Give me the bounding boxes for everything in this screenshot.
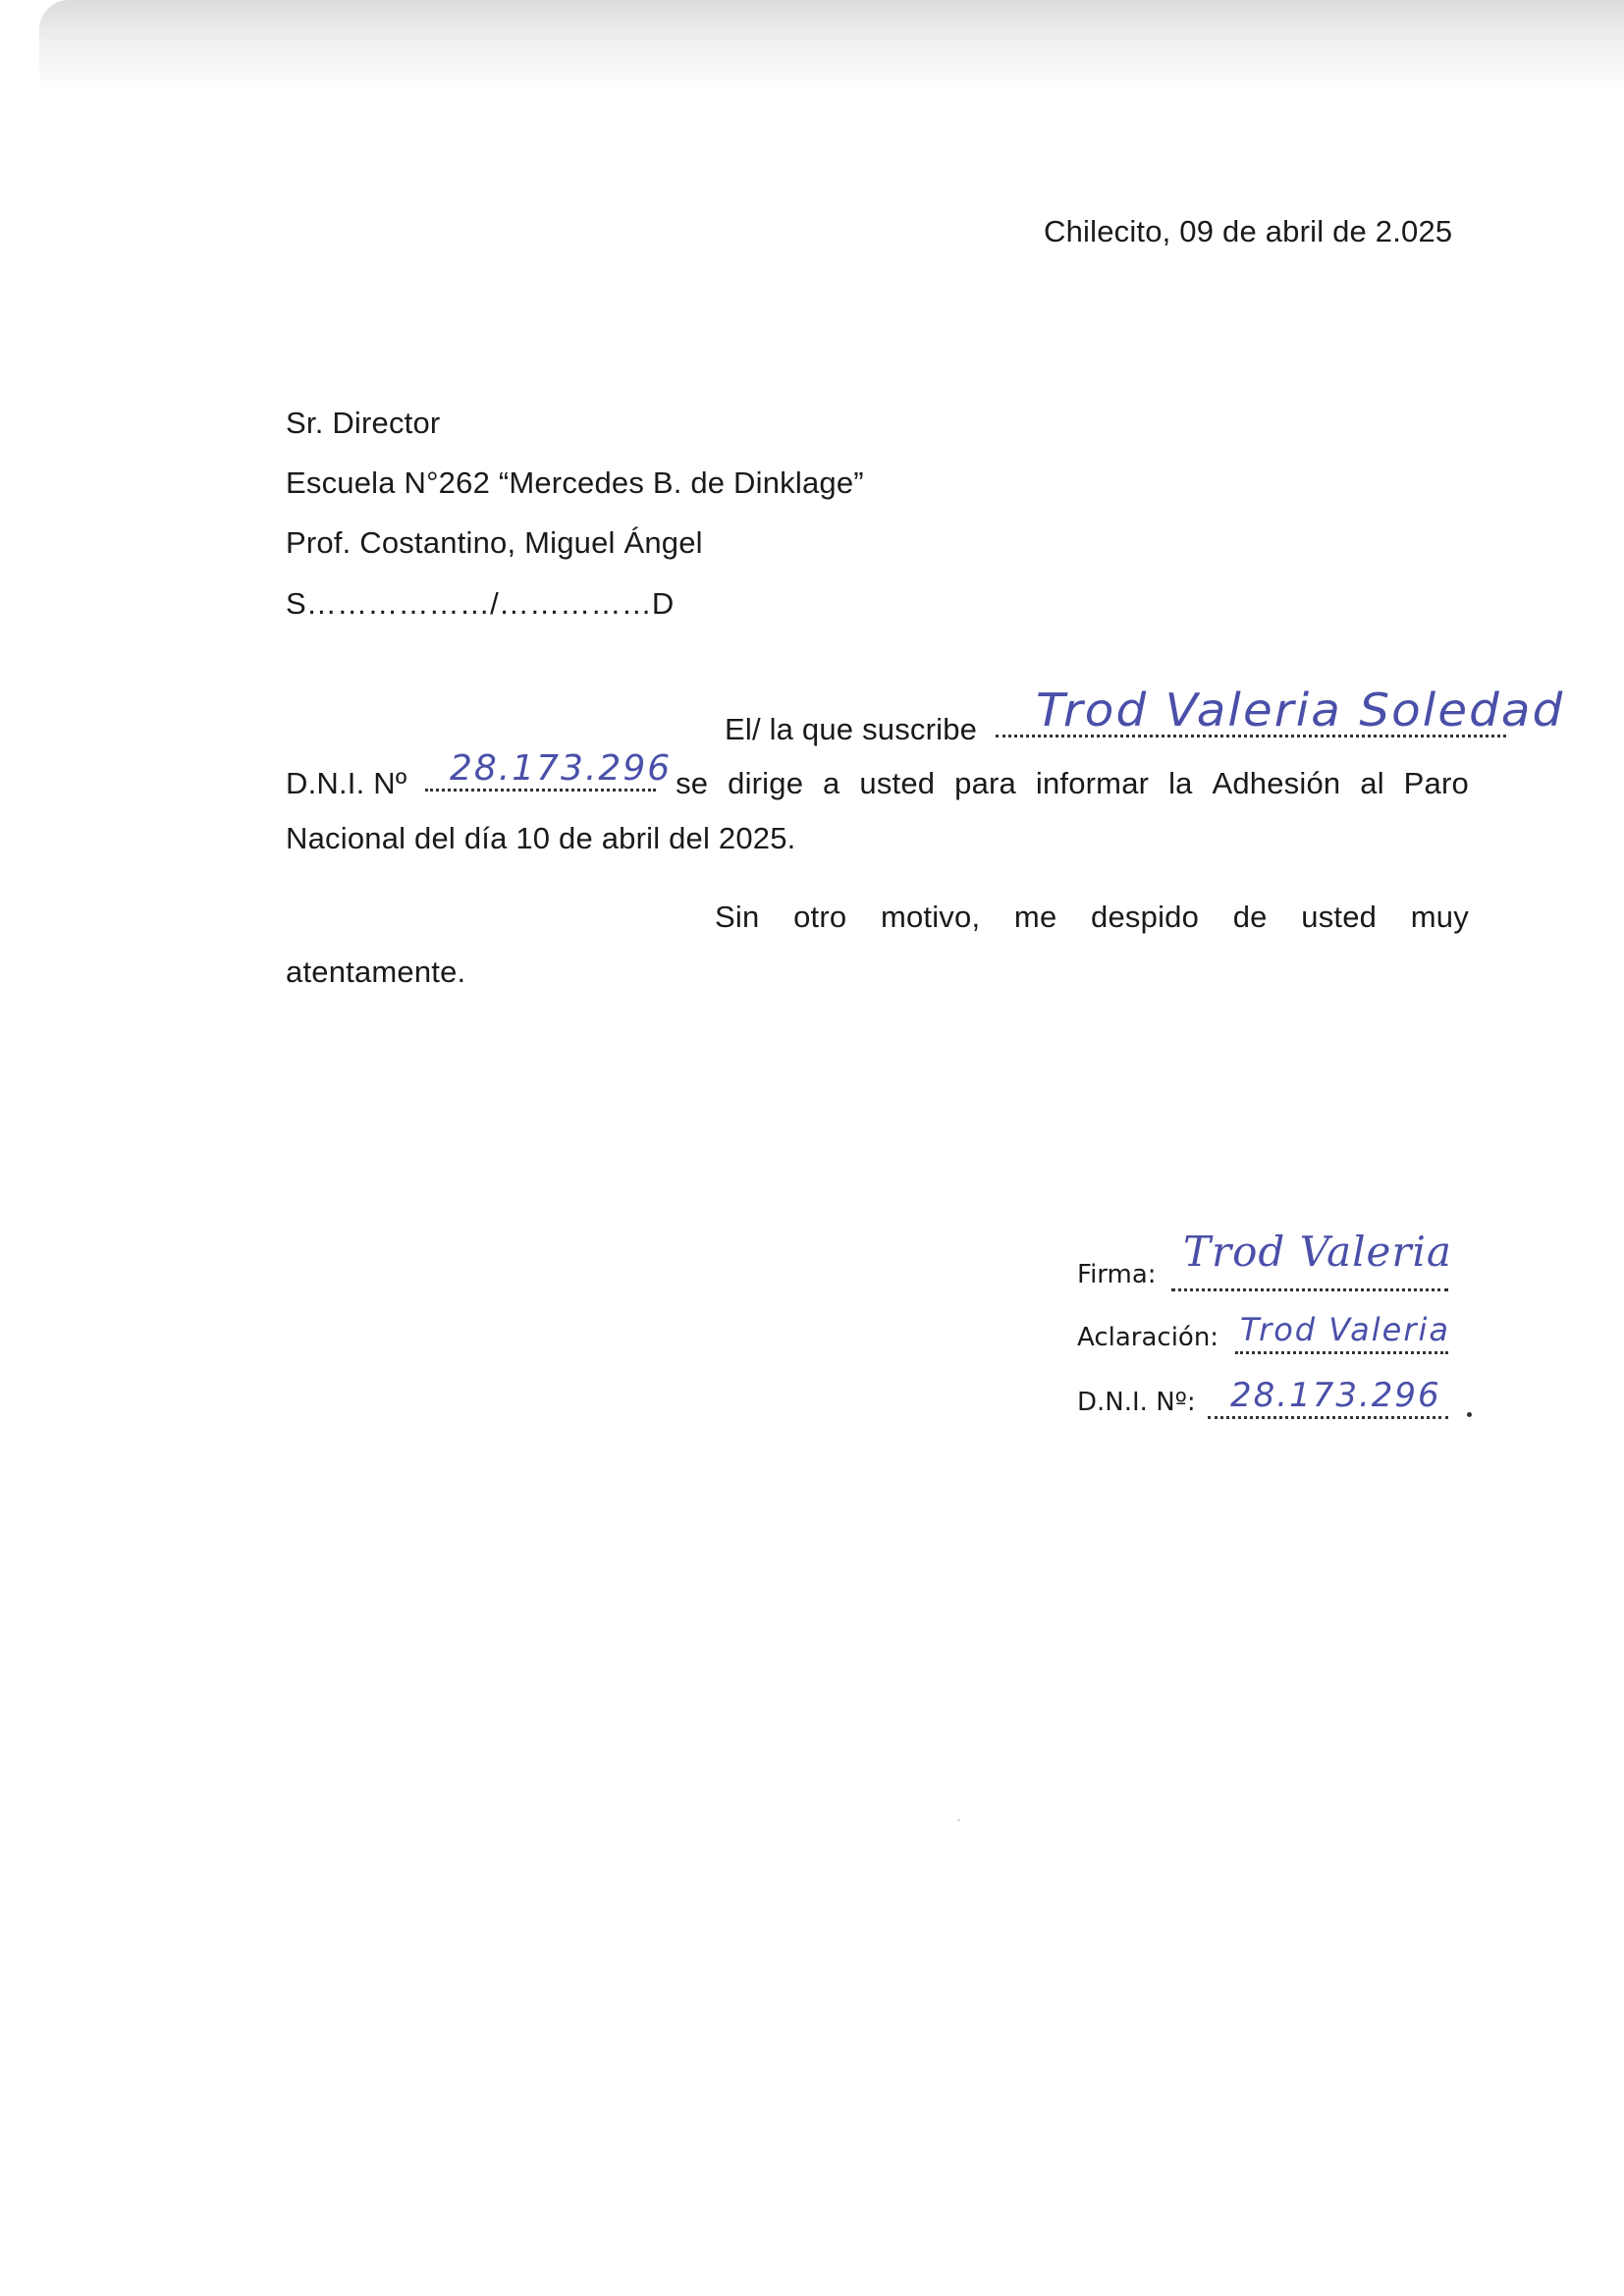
signature-dni-label: D.N.I. Nº:: [1077, 1388, 1196, 1417]
recipient-title: Sr. Director: [286, 406, 441, 440]
closing-word-5: de: [1232, 900, 1268, 934]
recipient-sd: S………………/……………D: [286, 586, 675, 621]
dni-word-5: informar: [1035, 766, 1150, 800]
closing-line: [715, 899, 1469, 936]
dni-word-7: Adhesión: [1212, 766, 1341, 800]
closing-word-1: otro: [793, 900, 847, 934]
dni-word-0: se: [676, 766, 709, 800]
aclaracion-dots: [1235, 1351, 1448, 1354]
closing-word-2: motivo,: [880, 900, 981, 934]
dni-word-3: usted: [859, 766, 936, 800]
scan-shadow: [39, 0, 1624, 93]
dni-word-4: para: [954, 766, 1016, 800]
dni-word-1: dirige: [728, 766, 804, 800]
recipient-name: Prof. Costantino, Miguel Ángel: [286, 525, 703, 560]
handwritten-subscriber-name: Trod Valeria Soledad: [1036, 683, 1565, 737]
dni-word-2: a: [823, 766, 840, 800]
signature-dni-end-dot: [1467, 1412, 1472, 1417]
firma-dots: [1171, 1288, 1448, 1291]
scan-speck: [957, 1819, 960, 1822]
firma-label: Firma:: [1077, 1260, 1157, 1289]
closing-end: atentamente.: [286, 955, 466, 989]
body-line-3: Nacional del día 10 de abril del 2025.: [286, 821, 796, 855]
closing-word-0: Sin: [715, 900, 760, 934]
dni-word-9: Paro: [1403, 766, 1469, 800]
handwritten-dni: 28.173.296: [450, 748, 673, 789]
signature-dni-dots: [1208, 1416, 1448, 1419]
closing-word-6: usted: [1301, 900, 1378, 934]
dni-label: D.N.I. Nº: [286, 765, 656, 802]
dni-dots: [425, 789, 656, 792]
subscriber-label: El/ la que suscribe: [725, 712, 978, 746]
closing-word-7: muy: [1410, 900, 1469, 934]
handwritten-aclaracion: Trod Valeria: [1240, 1311, 1450, 1348]
recipient-school: Escuela N°262 “Mercedes B. de Dinklage”: [286, 465, 864, 500]
aclaracion-label: Aclaración:: [1077, 1323, 1219, 1352]
closing-word-4: despido: [1091, 900, 1200, 934]
handwritten-signature: Trod Valeria: [1183, 1228, 1452, 1276]
date-line: Chilecito, 09 de abril de 2.025: [1044, 214, 1453, 248]
closing-word-3: me: [1013, 900, 1057, 934]
handwritten-signature-dni: 28.173.296: [1230, 1376, 1441, 1415]
dni-word-6: la: [1168, 766, 1193, 800]
dni-word-8: al: [1360, 766, 1384, 800]
